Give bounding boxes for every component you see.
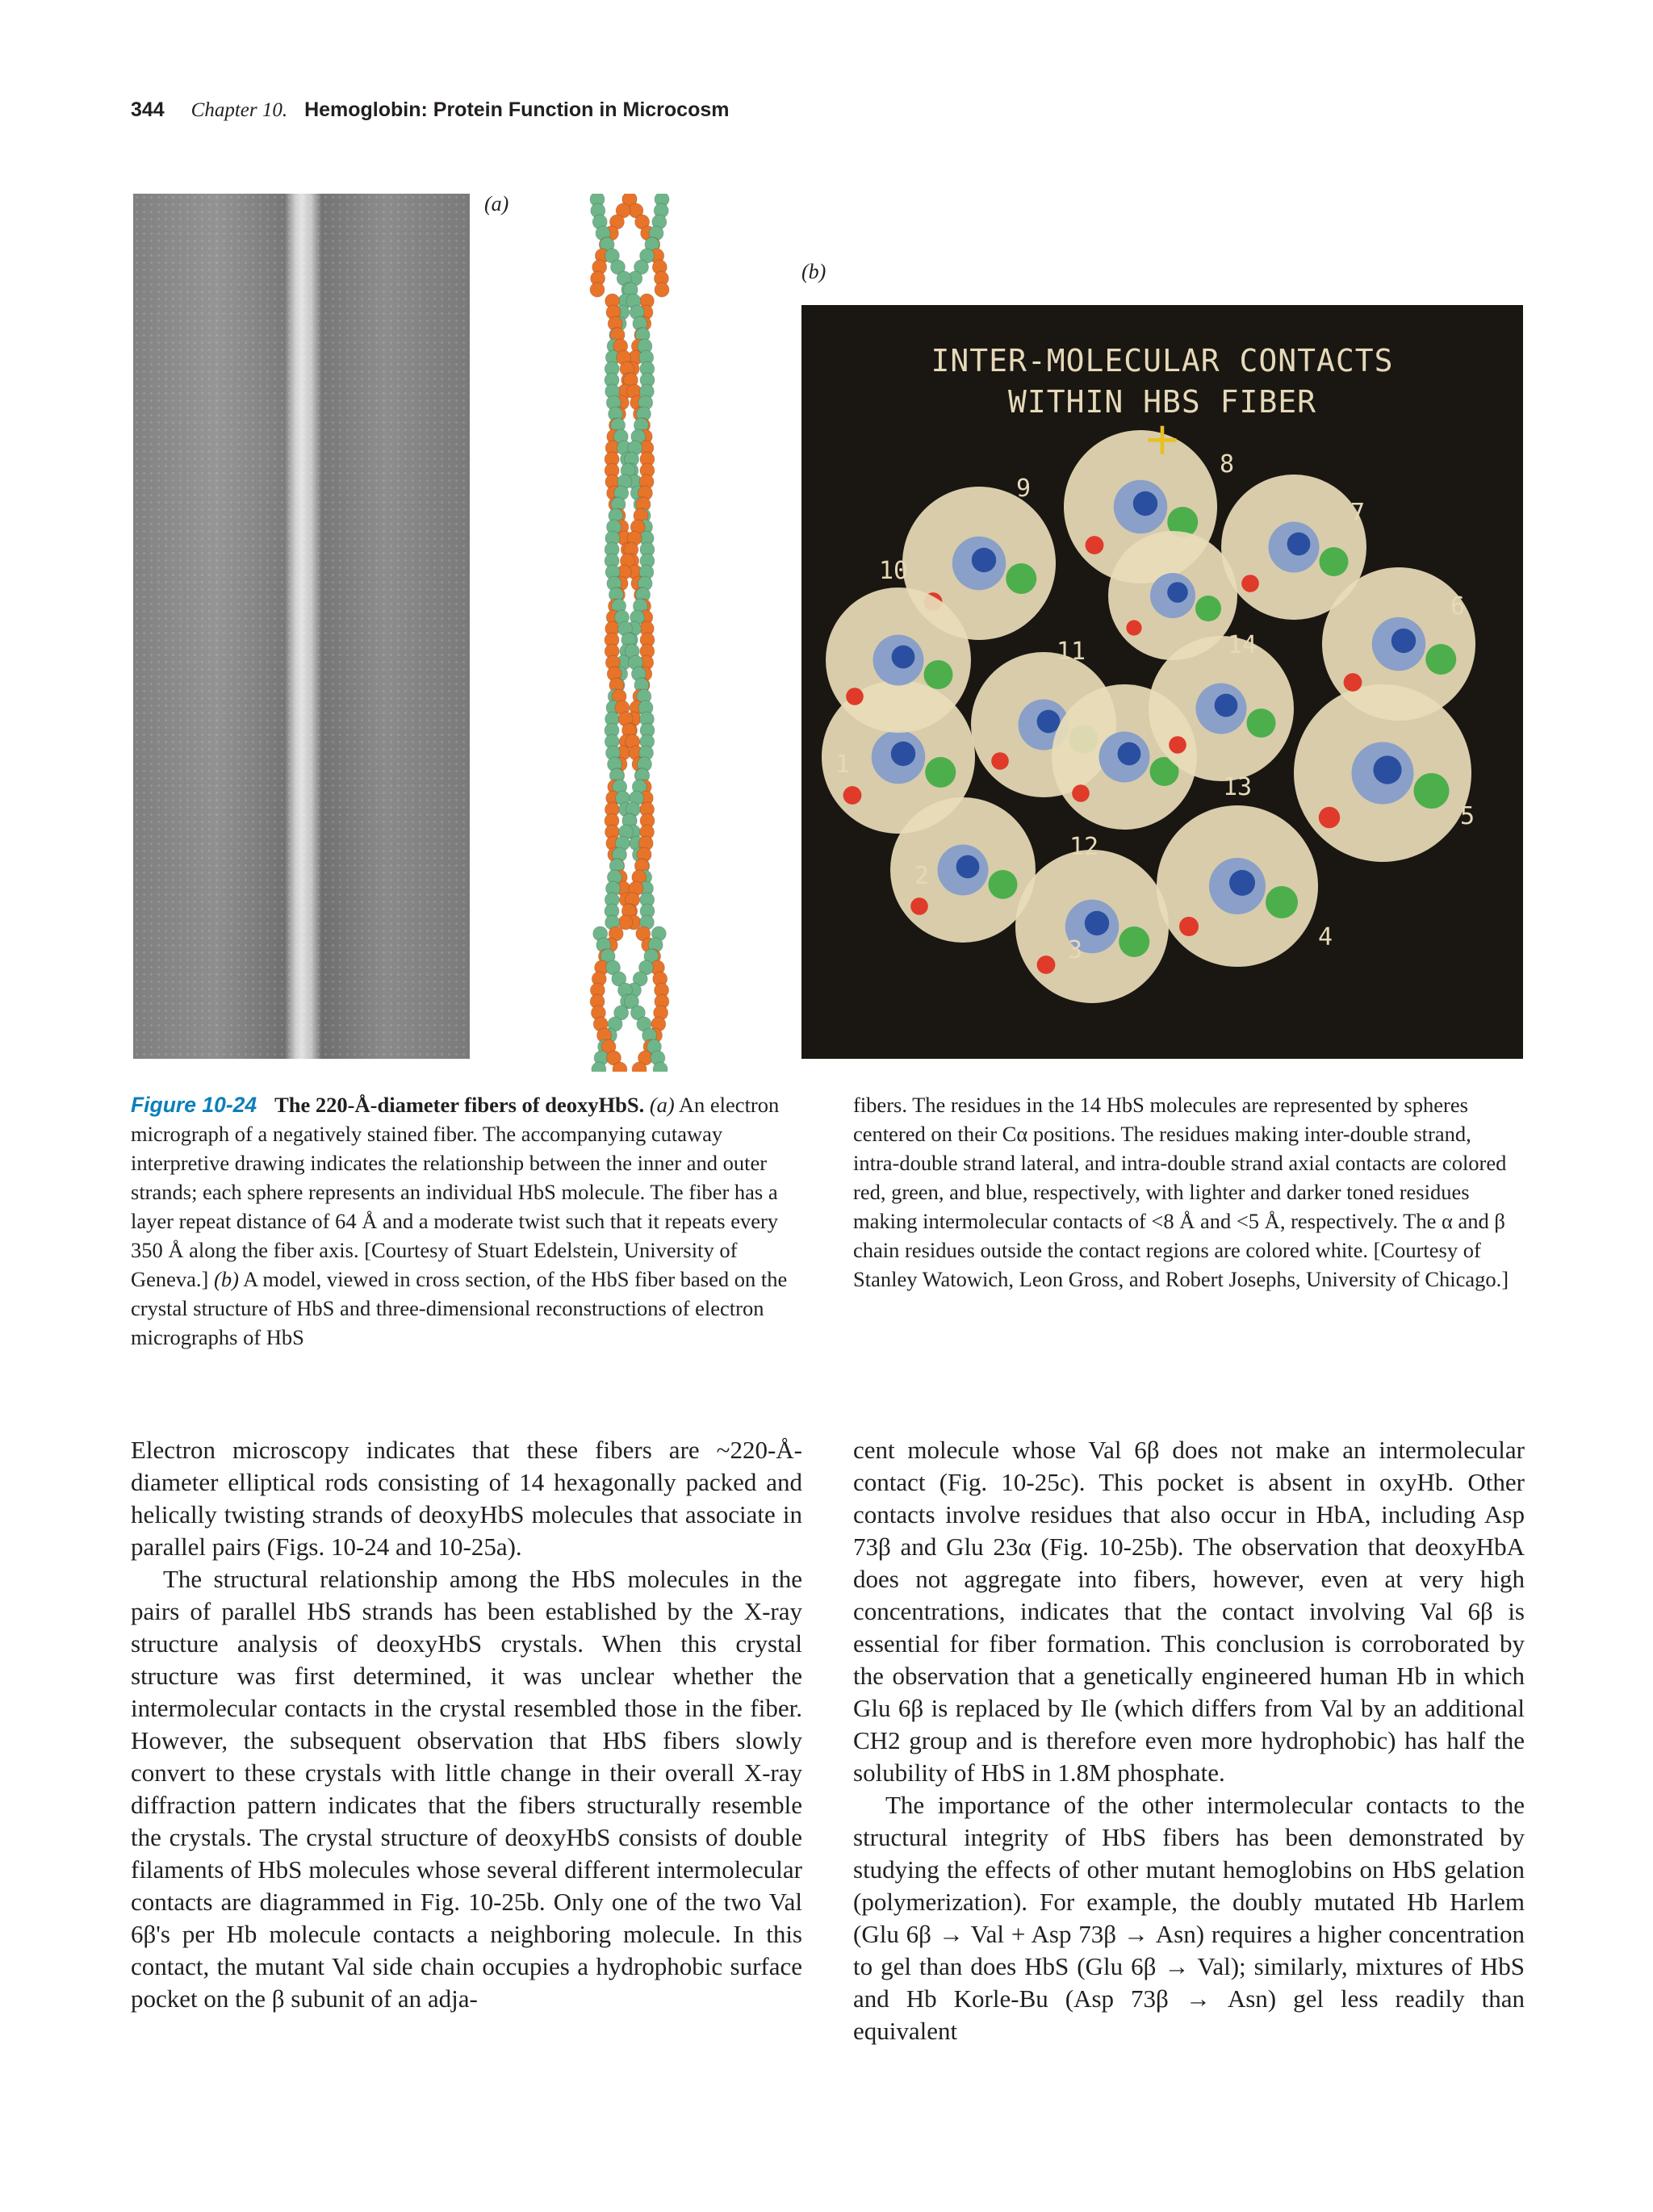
molecule-number: 14 bbox=[1228, 631, 1258, 659]
paragraph: The importance of the other intermolecular contacts to the structural integrity of HbS fibers has been demonstrated by studying the effects of other mutant hemoglobins on HbS gelation (polymerization). For example, the doubly mutated Hb Harlem (Glu 6β → Val + Asp 73β → Asn) requires a higher concentration to gel than does HbS (Glu 6β → Val); similarly, mixtures of HbS and Hb Korle-Bu (Asp 73β → Asn) gel less readily than equivalent bbox=[853, 1791, 1525, 2045]
molecule-number: 5 bbox=[1460, 802, 1475, 830]
paragraph: Electron microscopy indicates that these fibers are ~220-Å-diameter elliptical rods consisting of 14 hexagonally packed and helically twisting strands of deoxyHbS molecules that associate in parallel pairs (Figs. 10-24 and 10-25a). bbox=[131, 1436, 802, 1561]
chapter-label: Chapter 10. bbox=[190, 99, 288, 121]
figure-caption-right: fibers. The residues in the 14 HbS molecules are represented by spheres centered on their Cα positions. The residues making inter-double strand, intra-double strand lateral, and intra-double strand axial contacts are colored red, green, and blue, respectively, with lighter and darker toned residues making intermolecular contacts of <8 Å and <5 Å, respectively. The α and β chain residues outside the contact regions are colored white. [Courtesy of Stanley Watowich, Leon Gross, and Robert Josephs, University of Chicago.] bbox=[853, 1093, 1509, 1291]
body-column-left bbox=[131, 1434, 802, 2015]
panel-a-label: (a) bbox=[484, 192, 509, 215]
molecule-number: 11 bbox=[1057, 638, 1086, 666]
paragraph: cent molecule whose Val 6β does not make an intermolecular contact (Fig. 10-25c). This pocket is absent in oxyHb. Other contacts involve residues that also occur in HbA, including Asp 73β and Glu 23α (Fig. 10-25b). The observation that deoxyHbA does not aggregate into fibers, however, even at very high concentrations, indicates that the contact involving Val 6β is essential for fiber formation. This conclusion is corroborated by the observation that a genetically engineered human Hb in which Glu 6β is replaced by Ile (which differs from Val by an additional CH2 group and is therefore even more hydrophobic) has half the solubility of HbS in 1.8M phosphate. bbox=[853, 1436, 1525, 1787]
molecule-number: 2 bbox=[914, 862, 930, 890]
molecule-number: 4 bbox=[1318, 923, 1333, 951]
page-number: 344 bbox=[131, 98, 165, 121]
caption-text-b: A model, viewed in cross section, of the HbS fiber based on the crystal structure of HbS and three-dimensional reconstructions of electron micrographs of HbS bbox=[131, 1267, 788, 1349]
panel-b-title-line2: WITHIN HBS FIBER bbox=[1007, 384, 1317, 420]
chapter-title: Hemoglobin: Protein Function in Microcosm bbox=[304, 98, 730, 121]
figure-caption-left: Figure 10-24 The 220-Å-diameter fibers of deoxyHbS. (a) An electron micrograph of a negatively stained fiber. The accompanying cutaway interpretive drawing indicates the relationship between the inner and outer strands; each sphere represents an individual HbS molecule. The fiber has a layer repeat distance of 64 Å and a moderate twist such that it repeats every 350 Å along the fiber axis. [Courtesy of Stuart Edelstein, University of Geneva.] (b) A model, viewed in cross section, of the HbS fiber based on the crystal structure of HbS and three-dimensional reconstructions of electron micrographs of HbS bbox=[131, 1093, 788, 1349]
molecule-number: 3 bbox=[1068, 936, 1083, 964]
molecule-number: 10 bbox=[879, 557, 909, 585]
svg-text:+: + bbox=[1143, 413, 1182, 466]
molecule-number: 6 bbox=[1450, 592, 1466, 621]
molecule-cluster bbox=[801, 305, 1523, 1059]
panel-b-label: (b) bbox=[801, 260, 826, 283]
molecule-number: 1 bbox=[835, 751, 851, 779]
paragraph: The structural relationship among the HbS molecules in the pairs of parallel HbS strands has been established by the X-ray structure analysis of deoxyHbS crystals. When this crystal structure was first determined, it was unclear whether the intermolecular contacts in the crystal resembled those in the fiber. However, the subsequent observation that HbS fibers slowly convert to these crystals with little change in their overall X-ray diffraction pattern indicates that the fibers structurally resemble the crystals. The crystal structure of deoxyHbS consists of double filaments of HbS molecules whose several different intermolecular contacts are diagrammed in Fig. 10-25b. Only one of the two Val 6β's per Hb molecule contacts a neighboring molecule. In this contact, the mutant Val side chain occupies a hydrophobic surface pocket on the β subunit of an adja- bbox=[131, 1565, 802, 2013]
page-header bbox=[131, 98, 729, 122]
figure-caption-title: The 220-Å-diameter fibers of deoxyHbS. bbox=[274, 1093, 645, 1117]
molecule-number: 12 bbox=[1069, 833, 1099, 861]
caption-text-a: An electron micrograph of a negatively stained fiber. The accompanying cutaway interpretive drawing indicates the relationship between the inner and outer strands; each sphere represents an individual HbS molecule. The fiber has a layer repeat distance of 64 Å and a moderate twist such that it repeats every 350 Å along the fiber axis. [Courtesy of Stuart Edelstein, University of Geneva.] bbox=[131, 1093, 780, 1291]
molecule-number: 8 bbox=[1220, 450, 1235, 479]
body-column-right bbox=[853, 1434, 1525, 2047]
molecule-number: 7 bbox=[1350, 499, 1366, 527]
electron-micrograph-image bbox=[133, 194, 470, 1059]
figure-label: Figure 10-24 bbox=[131, 1093, 257, 1117]
molecule-number: 13 bbox=[1223, 773, 1253, 801]
cross-section-model-image bbox=[801, 305, 1523, 1059]
fiber-drawing bbox=[565, 194, 694, 1072]
molecule-number: 9 bbox=[1016, 475, 1032, 503]
panel-b-title-line1: INTER-MOLECULAR CONTACTS bbox=[931, 343, 1394, 378]
